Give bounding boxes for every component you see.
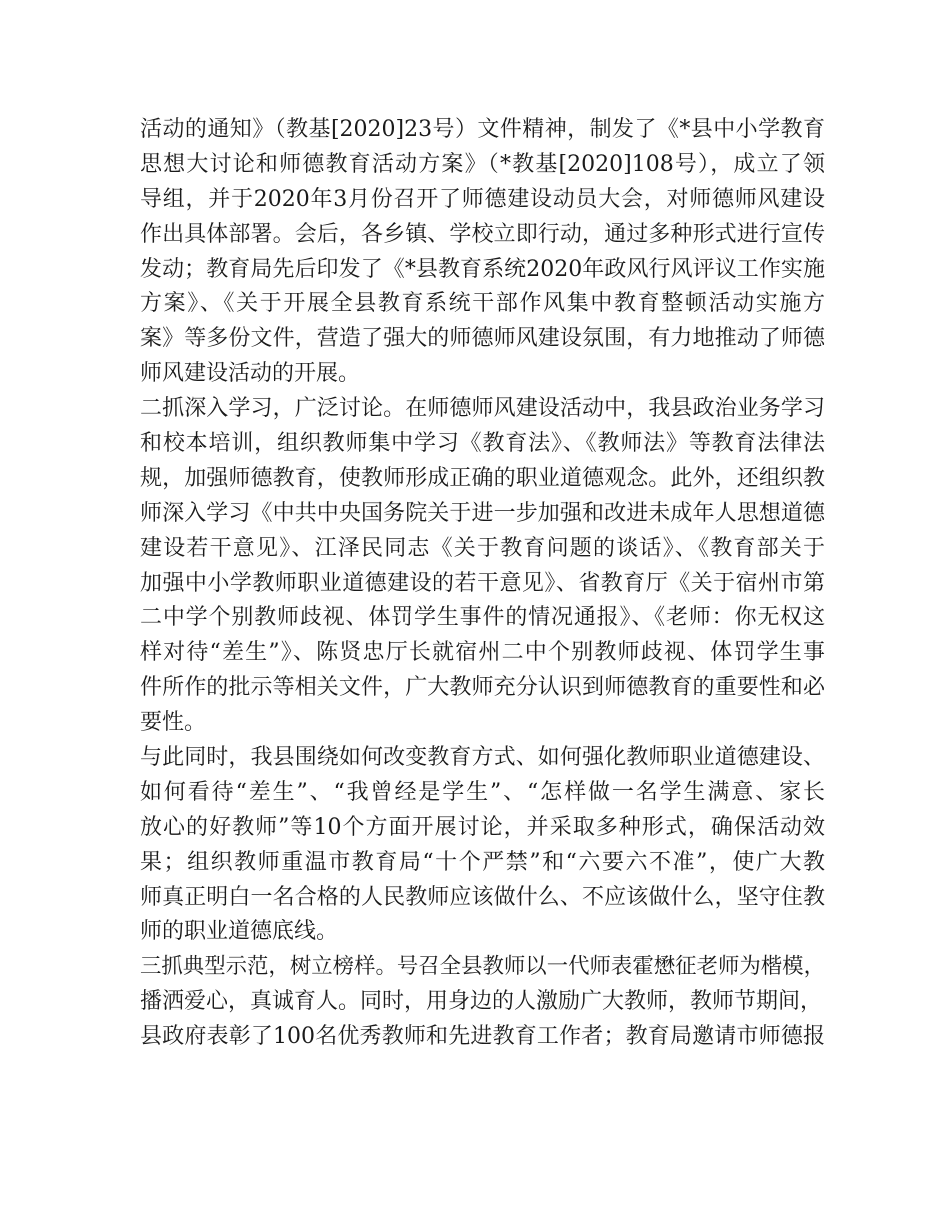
text-line: 与此同时，我县围绕如何改变教育方式、如何强化教师职业道德建设、 <box>140 745 825 771</box>
text-line: 如何看待“差生”、“我曾经是学生”、“怎样做一名学生满意、家长 <box>140 779 825 805</box>
document-body <box>140 113 825 1055</box>
text-line: 规，加强师德教育，使教师形成正确的职业道德观念。此外，还组织教 <box>140 465 825 491</box>
text-line: 师的职业道德底线。 <box>140 919 339 945</box>
text-line: 样对待“差生”》、陈贤忠厅长就宿州二中个别教师歧视、体罚学生事 <box>140 640 825 666</box>
text-line: 果；组织教师重温市教育局“十个严禁”和“六要六不准”，使广大教 <box>140 849 825 875</box>
text-line: 师真正明白一名合格的人民教师应该做什么、不应该做什么，坚守住教 <box>140 884 825 910</box>
text-line: 建设若干意见》、江泽民同志《关于教育问题的谈话》、《教育部关于 <box>140 535 825 561</box>
text-line: 要性。 <box>140 710 207 736</box>
text-line: 作出具体部署。会后，各乡镇、学校立即行动，通过多种形式进行宣传 <box>140 221 825 247</box>
text-line: 师深入学习《中共中央国务院关于进一步加强和改进未成年人思想道德 <box>140 500 825 526</box>
text-line: 和校本培训，组织教师集中学习《教育法》、《教师法》等教育法律法 <box>140 431 825 457</box>
text-line: 二中学个别教师歧视、体罚学生事件的情况通报》、《老师：你无权这 <box>140 605 825 631</box>
text-line: 三抓典型示范，树立榜样。号召全县教师以一代师表霍懋征老师为楷模， <box>140 954 825 980</box>
text-line: 播洒爱心，真诚育人。同时，用身边的人激励广大教师，教师节期间， <box>140 989 823 1015</box>
text-line: 加强中小学教师职业道德建设的若干意见》、省教育厅《关于宿州市第 <box>140 570 825 596</box>
text-line: 活动的通知》（教基[2020]23号）文件精神，制发了《*县中小学教育 <box>140 117 825 142</box>
text-line: 方案》、《关于开展全县教育系统干部作风集中教育整顿活动实施方 <box>140 291 825 317</box>
text-line: 放心的好教师”等10个方面开展讨论，并采取多种形式，确保活动效 <box>140 814 825 840</box>
text-line: 案》等多份文件，营造了强大的师德师风建设氛围，有力地推动了师德 <box>140 326 825 352</box>
text-line: 思想大讨论和师德教育活动方案》（*教基[2020]108号），成立了领 <box>140 151 825 177</box>
text-line: 件所作的批示等相关文件，广大教师充分认识到师德教育的重要性和必 <box>140 675 825 701</box>
text-line: 师风建设活动的开展。 <box>140 361 361 387</box>
text-line: 发动；教育局先后印发了《*县教育系统2020年政风行风评议工作实施 <box>140 256 825 282</box>
text-line: 县政府表彰了100名优秀教师和先进教育工作者；教育局邀请市师德报 <box>140 1024 825 1050</box>
text-line: 导组，并于2020年3月份召开了师德建设动员大会，对师德师风建设 <box>140 186 825 212</box>
text-line: 二抓深入学习，广泛讨论。在师德师风建设活动中，我县政治业务学习 <box>140 396 825 422</box>
